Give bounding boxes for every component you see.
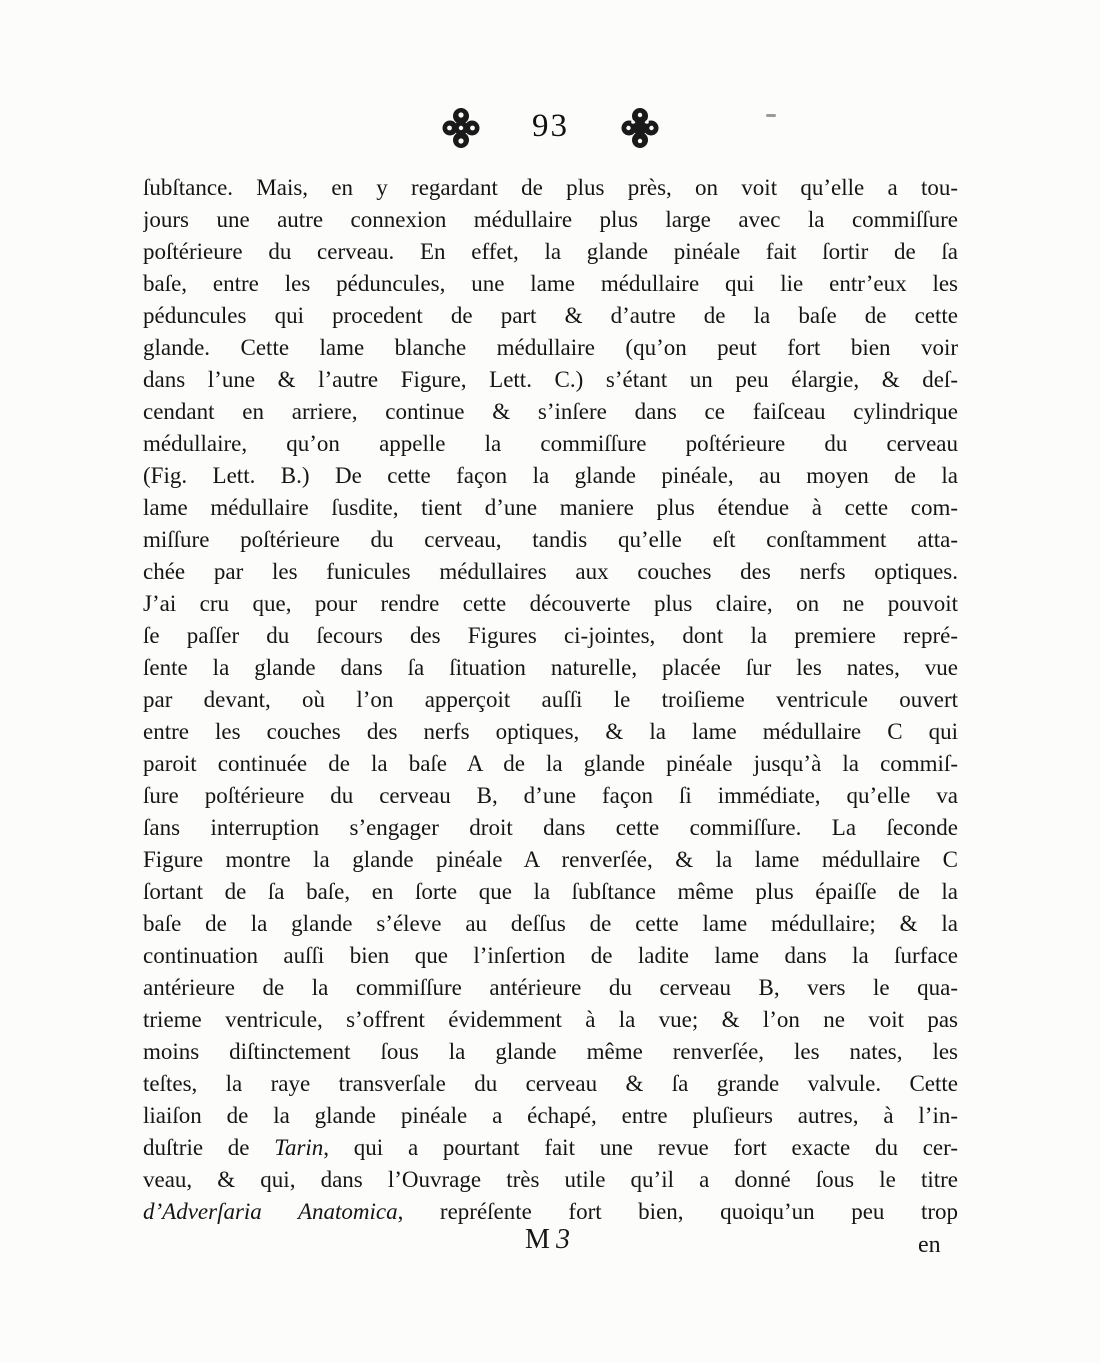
text-line xyxy=(143,204,958,236)
text-segment: ſortant de ſa baſe, en ſorte que la ſubſtance même plus épaiſſe de la xyxy=(143,879,958,904)
text-line xyxy=(143,844,958,876)
text-line xyxy=(143,1132,958,1164)
italic-text-segment: Tarin xyxy=(274,1135,324,1160)
text-segment: péduncules qui procedent de part & d’autre de la baſe de cette xyxy=(143,303,958,328)
text-line xyxy=(143,620,958,652)
text-line xyxy=(143,588,958,620)
text-segment: médullaire, qu’on appelle la commiſſure poſtérieure du cerveau xyxy=(143,431,958,456)
text-line xyxy=(143,300,958,332)
italic-text-segment: d’Adverſaria Anatomica xyxy=(143,1199,398,1224)
text-segment: dans l’une & l’autre Figure, Lett. C.) s’étant un peu élargie, & deſ- xyxy=(143,367,958,392)
text-segment: jours une autre connexion médullaire plus large avec la commiſſure xyxy=(143,207,958,232)
catchword: en xyxy=(918,1232,941,1258)
text-line xyxy=(143,524,958,556)
signature-mark xyxy=(143,1224,958,1256)
text-line xyxy=(143,556,958,588)
body-text xyxy=(143,172,958,1228)
text-line xyxy=(143,172,958,204)
text-segment: baſe de la glande s’éleve au deſſus de cette lame médullaire; & la xyxy=(143,911,958,936)
text-line xyxy=(143,428,958,460)
text-segment: teſtes, la raye transverſale du cerveau & ſa grande valvule. Cette xyxy=(143,1071,958,1096)
text-line xyxy=(143,652,958,684)
text-line xyxy=(143,908,958,940)
signature-letter: M xyxy=(525,1224,556,1255)
text-line xyxy=(143,492,958,524)
text-segment: , qui a pourtant fait une revue fort exacte du cer- xyxy=(323,1135,958,1160)
text-segment: ſente la glande dans ſa ſituation naturelle, placée ſur les nates, vue xyxy=(143,655,958,680)
text-segment: ſe paſſer du ſecours des Figures ci-jointes, dont la premiere repré- xyxy=(143,623,958,648)
text-line xyxy=(143,812,958,844)
text-segment: miſſure poſtérieure du cerveau, tandis qu’elle eſt conſtamment atta- xyxy=(143,527,958,552)
text-segment: chée par les funicules médullaires aux couches des nerfs optiques. xyxy=(143,559,958,584)
text-segment: entre les couches des nerfs optiques, & la lame médullaire C qui xyxy=(143,719,958,744)
text-segment: , repréſente fort bien, quoiqu’un peu trop xyxy=(397,1199,958,1224)
text-line xyxy=(143,876,958,908)
text-segment: ſans interruption s’engager droit dans cette commiſſure. La ſeconde xyxy=(143,815,958,840)
text-line xyxy=(143,364,958,396)
text-line xyxy=(143,396,958,428)
fleuron-icon xyxy=(621,107,659,149)
text-segment: J’ai cru que, pour rendre cette découverte plus claire, on ne pouvoit xyxy=(143,591,958,616)
text-line xyxy=(143,780,958,812)
text-line xyxy=(143,940,958,972)
text-line xyxy=(143,1068,958,1100)
text-line xyxy=(143,972,958,1004)
text-segment: trieme ventricule, s’offrent évidemment à la vue; & l’on ne voit pas xyxy=(143,1007,958,1032)
text-line xyxy=(143,1004,958,1036)
text-segment: continuation auſſi bien que l’inſertion de ladite lame dans la ſurface xyxy=(143,943,958,968)
text-segment: cendant en arriere, continue & s’inſere dans ce faiſceau cylindrique xyxy=(143,399,958,424)
text-segment: liaiſon de la glande pinéale a échapé, entre pluſieurs autres, à l’in- xyxy=(143,1103,958,1128)
text-segment: ſubſtance. Mais, en y regardant de plus près, on voit qu’elle a tou- xyxy=(143,175,958,200)
text-segment: veau, & qui, dans l’Ouvrage très utile qu’il a donné ſous le titre xyxy=(143,1167,958,1192)
fleuron-icon xyxy=(442,107,480,149)
text-line xyxy=(143,1164,958,1196)
text-segment: paroit continuée de la baſe A de la glande pinéale jusqu’à la commiſ- xyxy=(143,751,958,776)
text-segment: baſe, entre les péduncules, une lame médullaire qui lie entr’eux les xyxy=(143,271,958,296)
text-segment: duſtrie de xyxy=(143,1135,275,1160)
text-line xyxy=(143,716,958,748)
text-line xyxy=(143,268,958,300)
text-line xyxy=(143,1100,958,1132)
text-segment: moins diſtinctement ſous la glande même renverſée, les nates, les xyxy=(143,1039,958,1064)
text-segment: Figure montre la glande pinéale A renverſée, & la lame médullaire C xyxy=(143,847,958,872)
text-segment: lame médullaire ſusdite, tient d’une maniere plus étendue à cette com- xyxy=(143,495,958,520)
text-segment: glande. Cette lame blanche médullaire (qu’on peut fort bien voir xyxy=(143,335,958,360)
text-segment: (Fig. Lett. B.) De cette façon la glande pinéale, au moyen de la xyxy=(143,463,958,488)
text-segment: poſtérieure du cerveau. En effet, la glande pinéale fait ſortir de ſa xyxy=(143,239,958,264)
signature-number: 3 xyxy=(555,1224,576,1255)
text-line xyxy=(143,748,958,780)
text-line xyxy=(143,684,958,716)
text-line xyxy=(143,332,958,364)
text-segment: par devant, où l’on apperçoit auſſi le troiſieme ventricule ouvert xyxy=(143,687,958,712)
text-line xyxy=(143,236,958,268)
text-segment: ſure poſtérieure du cerveau B, d’une façon ſi immédiate, qu’elle va xyxy=(143,783,958,808)
running-head xyxy=(143,104,958,152)
text-segment: antérieure de la commiſſure antérieure du cerveau B, vers le qua- xyxy=(143,975,958,1000)
text-line xyxy=(143,460,958,492)
page-number: 93 xyxy=(532,107,569,144)
text-line xyxy=(143,1036,958,1068)
